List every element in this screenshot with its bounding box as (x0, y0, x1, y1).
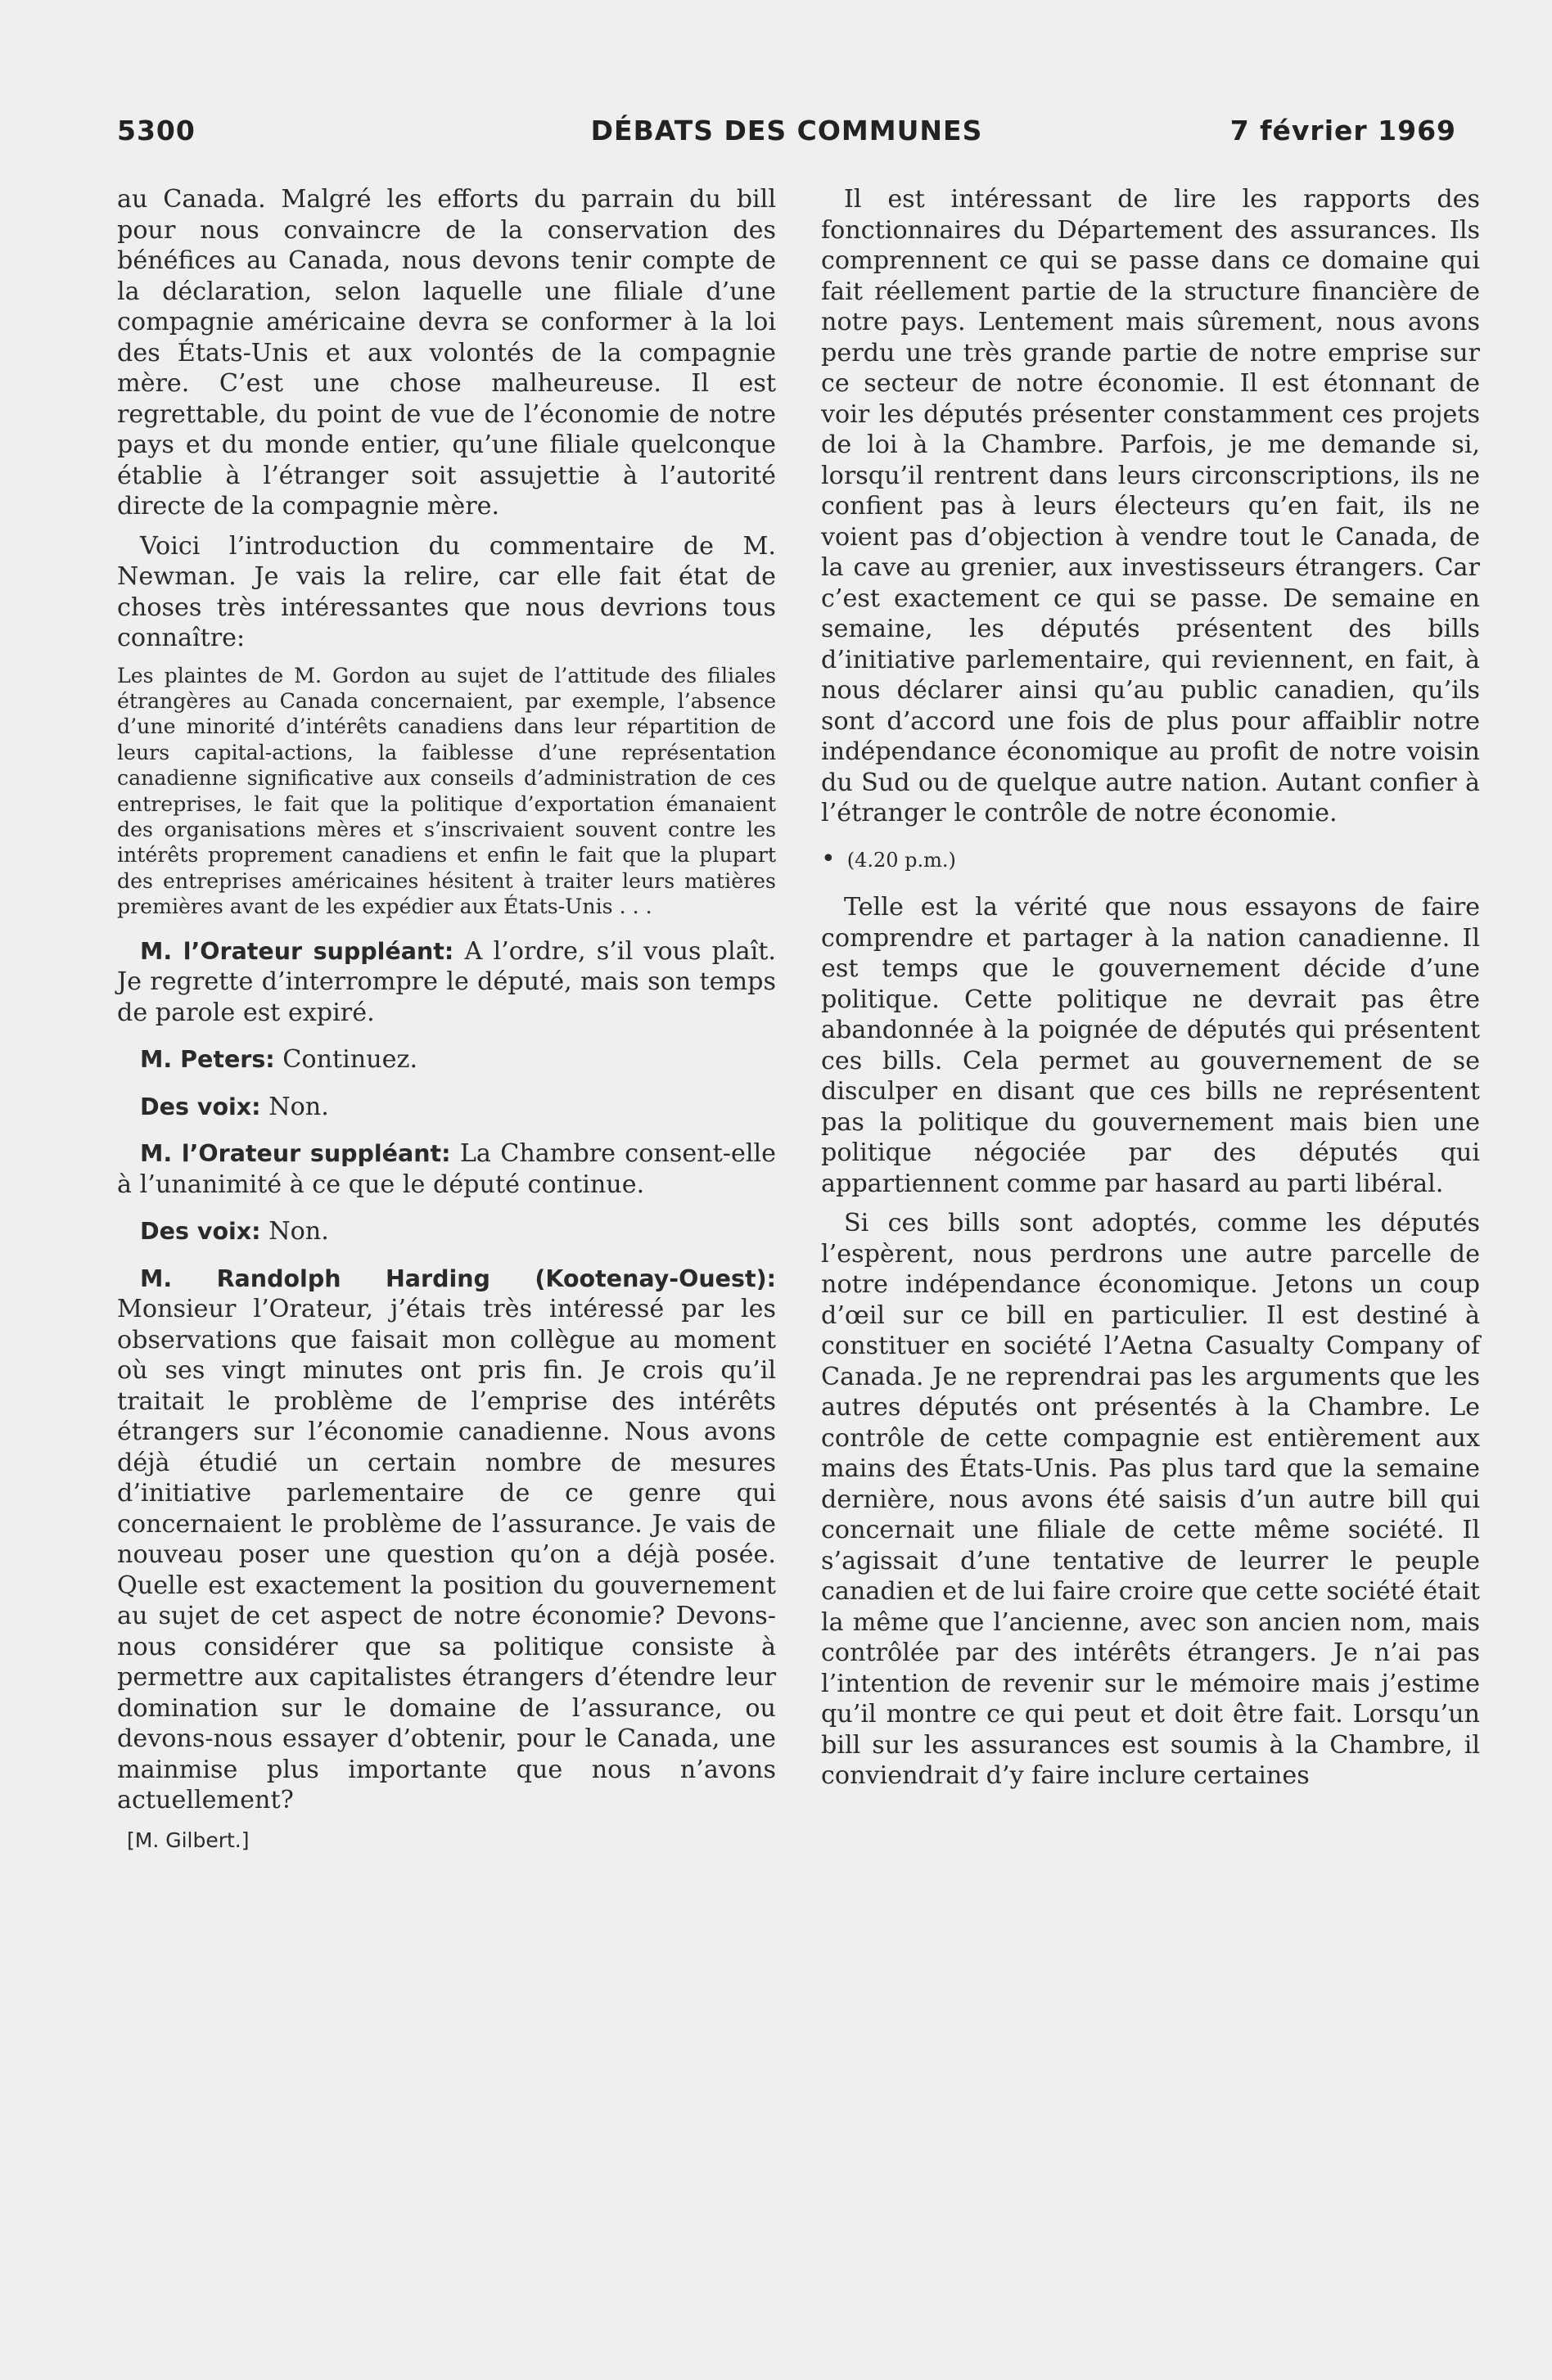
speech-text: Non. (260, 1092, 329, 1121)
speech-text: Non. (260, 1217, 329, 1246)
speech (117, 1092, 776, 1123)
header-title: DÉBATS DES COMMUNES (590, 115, 983, 146)
paragraph: au Canada. Malgré les efforts du parrain du bill pour nous convaincre de la conservation des bénéfices au Canada, nous devons tenir compte de la déclaration, selon laquelle une filiale d’une compagnie américaine devra se conformer à la loi des États-Unis et aux volontés de la compagnie mère. C’est une chose malheureuse. Il est regrettable, du point de vue de l’économie de notre pays et du monde entier, qu’une filiale quelconque établie à l’étranger soit assujettie à l’autorité directe de la compagnie mère. (117, 185, 776, 521)
time-marker (821, 844, 1480, 877)
time-text: (4.20 p.m.) (846, 848, 956, 872)
page-header (117, 115, 1456, 156)
speaker-name: Des voix: (140, 1093, 261, 1120)
block-quote: Les plaintes de M. Gordon au sujet de l’attitude des filiales étrangères au Canada concernaient, par exemple, l’absence d’une minorité d’intérêts canadiens dans leur répartition de leurs capital-actions, la faiblesse d’une représentation canadienne significative aux conseils d’administration de ces entreprises, le fait que la politique d’exportation émanaient des organisations mères et s’inscrivaient souvent contre les intérêts proprement canadiens et enfin le fait que la plupart des entreprises américaines hésitent à traiter leurs matières premières avant de les expédier aux États-Unis . . . (117, 663, 776, 919)
bullet-icon: • (821, 844, 836, 873)
speech-text: A l’ordre, s’il vous plaît. Je regrette d’interrompre le député, mais son temps de parole est expiré. (117, 936, 776, 1027)
speech-text: Monsieur l’Orateur, j’étais très intéressé par les observations que faisait mon collègue au moment où ses vingt minutes ont pris fin. Je crois qu’il traitait le problème de l’emprise des intérêts étrangers sur l’économie canadienne. Nous avons déjà étudié un certain nombre de mesures d’initiative parlementaire de ce genre qui concernaient le problème de l’assurance. Je vais de nouveau poser une question qu’on a déjà posée. Quelle est exactement la position du gouvernement au sujet de cet aspect de notre économie? Devons-nous considérer que sa politique consiste à permettre aux capitalistes étrangers d’étendre leur domination sur le domaine de l’assurance, ou devons-nous essayer d’obtenir, pour le Canada, une mainmise plus importante que nous n’avons actuellement? (117, 1295, 776, 1815)
page-number: 5300 (117, 115, 196, 146)
right-column (821, 184, 1480, 1801)
paragraph: Si ces bills sont adoptés, comme les députés l’espèrent, nous perdrons une autre parcelle de notre indépendance économique. Jetons un coup d’œil sur ce bill en particulier. Il est destiné à constituer en société l’Aetna Casualty Company of Canada. Je ne reprendrai pas les arguments que les autres députés ont présentés à la Chambre. Le contrôle de cette compagnie est entièrement aux mains des États-Unis. Pas plus tard que la semaine dernière, nous avons été saisis d’un autre bill qui concernait une filiale de cette même société. Il s’agissait d’une tentative de leurrer le peuple canadien et de lui faire croire que cette société était la même que l’ancienne, avec son ancien nom, mais contrôlée par des intérêts étrangers. Je n’ai pas l’intention de revenir sur le mémoire mais j’estime qu’il montre ce qui peut et doit être fait. Lorsqu’un bill sur les assurances est soumis à la Chambre, il conviendrait d’y faire inclure certaines (821, 1209, 1480, 1790)
paragraph: Telle est la vérité que nous essayons de faire comprendre et partager à la nation canadienne. Il est temps que le gouvernement décide d’une politique. Cette politique ne devrait pas être abandonnée à la poignée de députés qui présentent ces bills. Cela permet au gouvernement de se disculper en disant que ces bills ne représentent pas la politique du gouvernement mais bien une politique négociée par des députés qui appartiennent comme par hasard au parti libéral. (821, 893, 1480, 1198)
speaker-name: M. Randolph Harding (Kootenay-Ouest): (140, 1264, 776, 1292)
header-date: 7 février 1969 (1229, 115, 1456, 146)
speaker-name: M. l’Orateur suppléant: (140, 937, 454, 965)
speech-text: Continuez. (274, 1045, 418, 1075)
speech (117, 1044, 776, 1075)
speaker-name: M. l’Orateur suppléant: (140, 1140, 451, 1168)
paragraph: Voici l’introduction du commentaire de M. Newman. Je vais la relire, car elle fait état de choses très intéressantes que nous devrions tous connaître: (117, 531, 776, 652)
speech-text: La Chambre consent-elle à l’unanimité à ce que le député continue. (117, 1139, 776, 1199)
speaker-name: Des voix: (140, 1218, 261, 1246)
left-column (117, 184, 776, 1864)
speech (117, 936, 776, 1029)
speaker-name: M. Peters: (140, 1046, 275, 1074)
speaker-signature: [M. Gilbert.] (127, 1828, 250, 1852)
speech (117, 1216, 776, 1247)
speech (117, 1264, 776, 1816)
speech (117, 1138, 776, 1200)
paragraph: Il est intéressant de lire les rapports des fonctionnaires du Département des assurances. Ils comprennent ce qui se passe dans ce domaine qui fait réellement partie de la structure financière de notre pays. Lentement mais sûrement, nous avons perdu une très grande partie de notre emprise sur ce secteur de notre économie. Il est étonnant de voir les députés présenter constamment ces projets de loi à la Chambre. Parfois, je me demande si, lorsqu’il rentrent dans leurs circonscriptions, ils ne confient pas à leurs électeurs qu’en fait, ils ne voient pas d’objection à vendre tout le Canada, de la cave au grenier, aux investisseurs étrangers. Car c’est exactement ce qui se passe. De semaine en semaine, les députés présentent des bills d’initiative parlementaire, qui reviennent, en fait, à nous déclarer ainsi qu’au public canadien, qu’ils sont d’accord une fois de plus pour affaiblir notre indépendance économique au profit de notre voisin du Sud ou de quelque autre nation. Autant confier à l’étranger le contrôle de notre économie. (821, 185, 1480, 827)
